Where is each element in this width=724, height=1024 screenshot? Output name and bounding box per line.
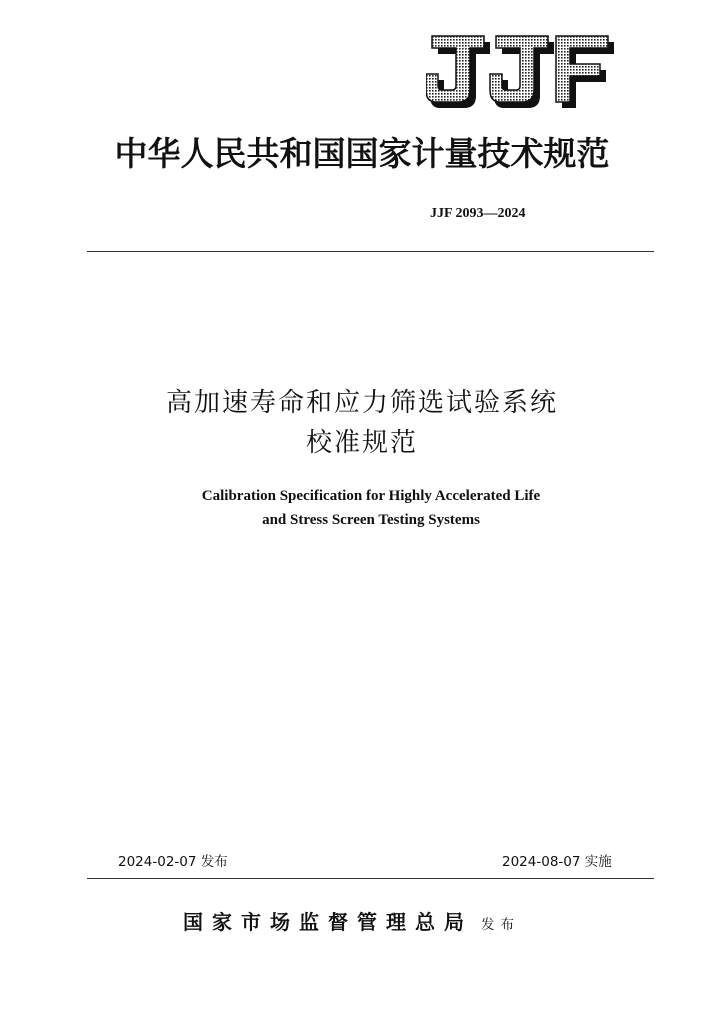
release-date: 2024-02-07 发布 (118, 854, 228, 870)
jjf-logo (426, 30, 614, 110)
chinese-title-line-2: 校准规范 (305, 428, 418, 458)
publisher-action: 发布 (481, 917, 520, 933)
effective-date: 2024-08-07 实施 (502, 854, 612, 870)
org-title: 中华人民共和国国家计量技术规范 (114, 134, 610, 173)
jjf-logo-graphic (426, 30, 614, 110)
english-title-line-1: Calibration Specification for Highly Accelerated Life (201, 488, 541, 504)
top-divider (87, 251, 654, 252)
chinese-title-line-1: 高加速寿命和应力筛选试验系统 (165, 388, 558, 418)
bottom-divider (87, 878, 654, 879)
document-number: JJF 2093—2024 (430, 206, 526, 221)
publisher-name: 国家市场监督管理总局 (183, 910, 473, 934)
english-title-line-2: and Stress Screen Testing Systems (262, 512, 480, 528)
publisher-line (183, 906, 520, 935)
